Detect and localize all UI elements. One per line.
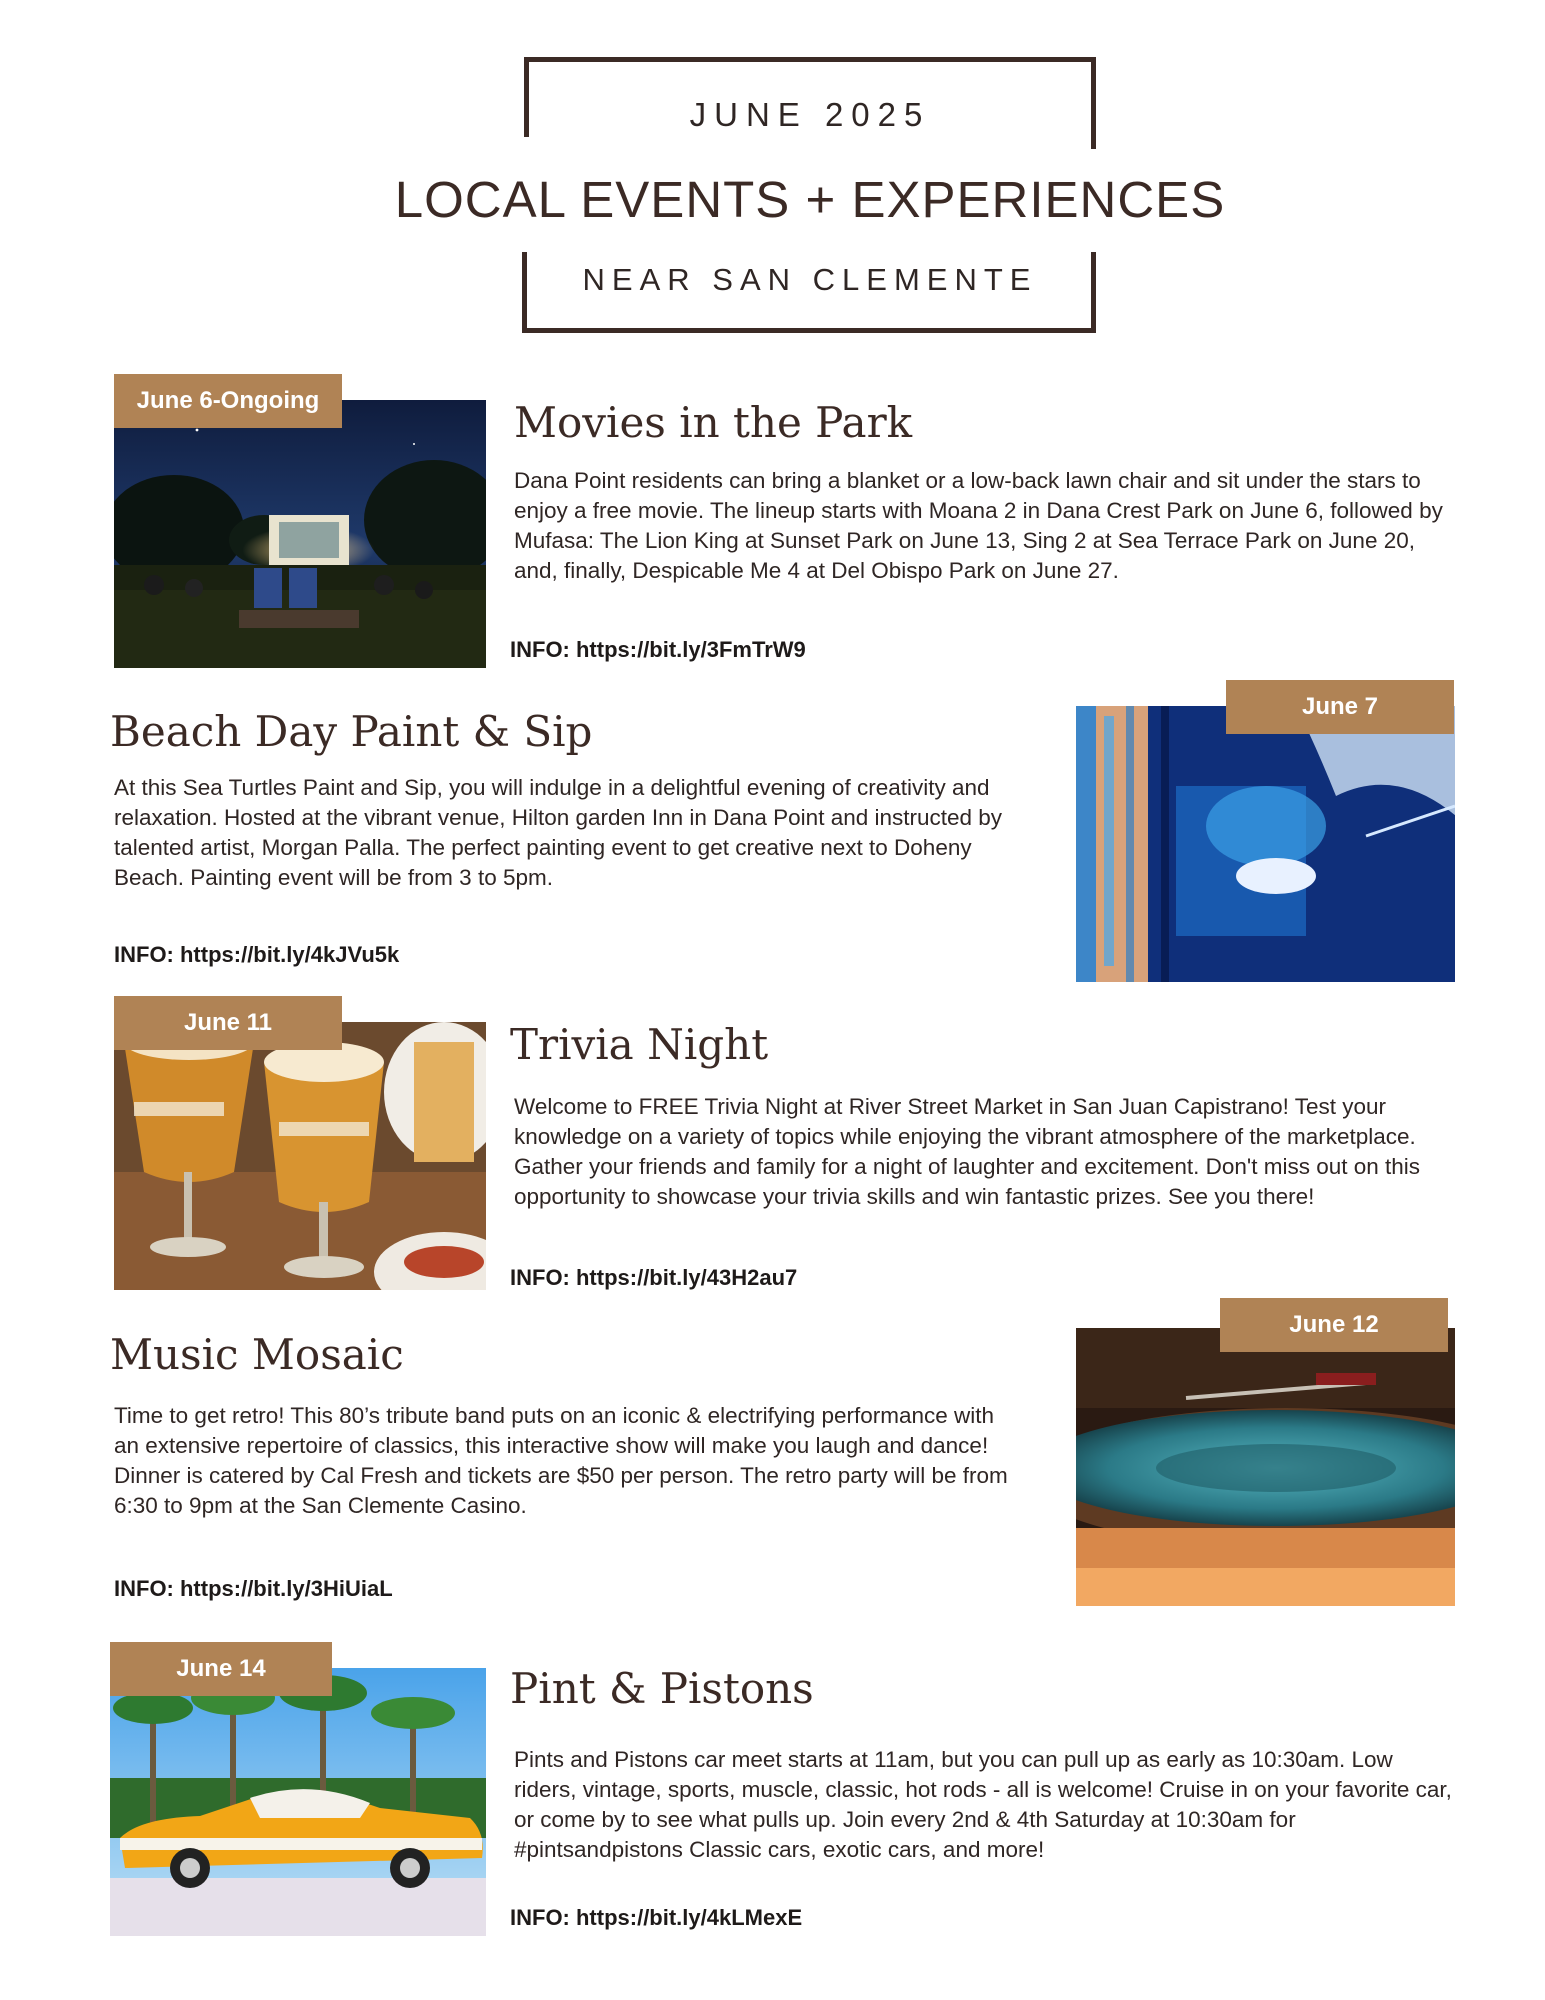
- event-info-link[interactable]: INFO: https://bit.ly/4kLMexE: [510, 1905, 803, 1930]
- event-description: Welcome to FREE Trivia Night at River Street Market in San Juan Capistrano! Test your knowledge on a variety of topics while enjoying the vibrant atmosphere of the marketplace. Gather your friends and family for a night of laughter and excitement. Don't miss out on this opportunity to showcase your trivia skills and win fantastic prizes. See you there!: [514, 1094, 1421, 1209]
- event-title: Trivia Night: [510, 1020, 769, 1069]
- event-date-badge: June 11: [114, 996, 342, 1050]
- blue-abstract-painting-photo: [1076, 706, 1455, 982]
- event-description: Time to get retro! This 80’s tribute band puts on an iconic & electrifying performance with an extensive repertoire of classics, this interactive show will make you laugh and dance! Dinner is catered by Cal Fresh and tickets are $50 per person. The retro party will be from 6:30 to 9pm at the San Clemente Casino.: [114, 1403, 1008, 1518]
- frame-top-line: [524, 57, 1096, 62]
- outdoor-movie-night-photo: [114, 400, 486, 668]
- event-date-badge: June 6-Ongoing: [114, 374, 342, 428]
- event-description: Dana Point residents can bring a blanket or a low-back lawn chair and sit under the stars to enjoy a free movie. The lineup starts with Moana 2 in Dana Crest Park on June 6, followed by Mufasa: The Lion King at Sunset Park on June 13, Sing 2 at Sea Terrace Park on June 20, and, finally, Despicable Me 4 at Del Obispo Park on June 27.: [514, 468, 1443, 583]
- record-player-photo: [1076, 1328, 1455, 1606]
- page-title: LOCAL EVENTS + EXPERIENCES: [394, 171, 1226, 228]
- header-subtitle: NEAR SAN CLEMENTE: [582, 262, 1038, 297]
- event-info-link[interactable]: INFO: https://bit.ly/43H2au7: [510, 1265, 798, 1290]
- event-info-link[interactable]: INFO: https://bit.ly/3HiUiaL: [114, 1576, 393, 1601]
- event-info-link[interactable]: INFO: https://bit.ly/3FmTrW9: [510, 637, 806, 662]
- event-date-badge: June 14: [110, 1642, 332, 1696]
- event-date-badge: June 7: [1226, 680, 1454, 734]
- event-title: Movies in the Park: [514, 398, 913, 447]
- event-title: Music Mosaic: [110, 1330, 404, 1379]
- frame-bottom-line: [522, 328, 1096, 333]
- header-month: JUNE 2025: [689, 96, 931, 133]
- classic-car-palm-trees-photo: [110, 1668, 486, 1936]
- event-info-link[interactable]: INFO: https://bit.ly/4kJVu5k: [114, 942, 400, 967]
- event-description: At this Sea Turtles Paint and Sip, you will indulge in a delightful evening of creativity and relaxation. Hosted at the vibrant venue, Hilton garden Inn in Dana Point and instructed by talented artist, Morgan Palla. The perfect painting event to get creative next to Doheny Beach. Painting event will be from 3 to 5pm.: [114, 775, 1003, 890]
- event-date-badge: June 12: [1220, 1298, 1448, 1352]
- event-title: Beach Day Paint & Sip: [110, 707, 593, 756]
- beer-glasses-photo: [114, 1022, 486, 1290]
- event-description: Pints and Pistons car meet starts at 11am, but you can pull up as early as 10:30am. Low riders, vintage, sports, muscle, classic, hot rods - all is welcome! Cruise in on your favorite car, or come by to see what pulls up. Join every 2nd & 4th Saturday at 10:30am for #pintsandpistons Classic cars, exotic cars, and more!: [514, 1747, 1452, 1862]
- event-title: Pint & Pistons: [510, 1664, 814, 1713]
